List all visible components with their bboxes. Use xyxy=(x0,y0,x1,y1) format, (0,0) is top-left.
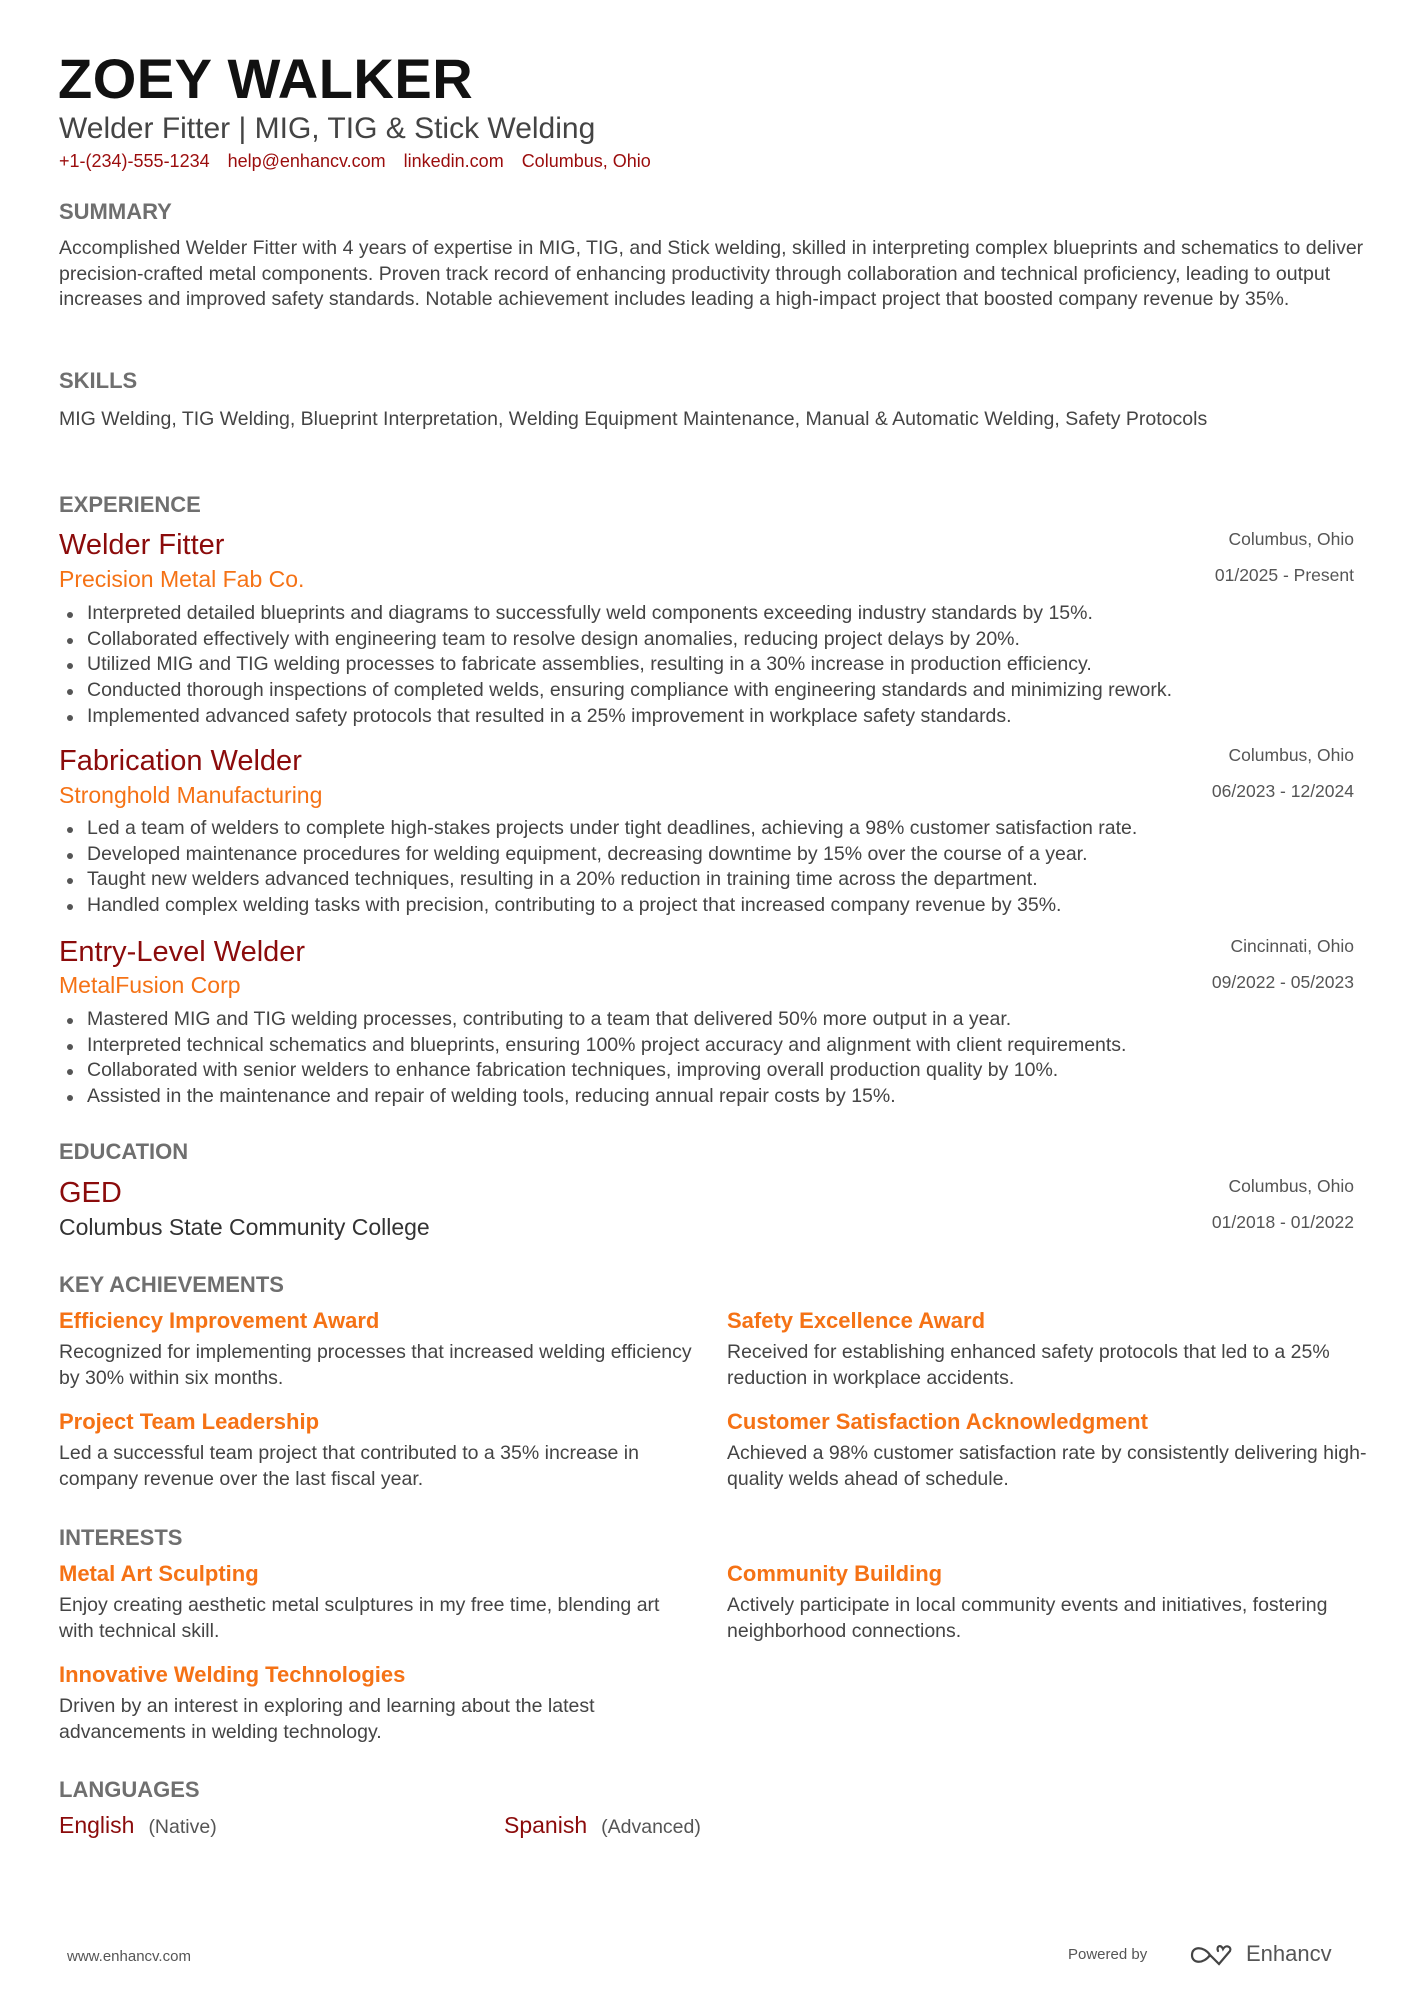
achievement-title: Project Team Leadership xyxy=(59,1409,320,1434)
interest-title: Community Building xyxy=(727,1561,943,1586)
bullet: Assisted in the maintenance and repair of welding tools, reducing annual repair costs by 15%. xyxy=(59,1084,1379,1110)
job-bullets xyxy=(59,1007,1379,1110)
job-bullets xyxy=(59,601,1379,730)
achievement-item xyxy=(727,1308,1367,1391)
language-level: (Native) xyxy=(148,1816,217,1838)
powered-by-text: Powered by xyxy=(1068,1946,1148,1963)
achievement-text: Received for establishing enhanced safety protocols that led to a 25% reduction in workplace accidents. xyxy=(727,1341,1330,1389)
job-dates: 06/2023 - 12/2024 xyxy=(1211,781,1354,801)
achievement-title: Efficiency Improvement Award xyxy=(59,1308,380,1333)
job-company: MetalFusion Corp xyxy=(59,972,241,998)
achievement-item xyxy=(59,1409,699,1492)
job-company: Stronghold Manufacturing xyxy=(59,782,323,808)
bullet: Taught new welders advanced techniques, resulting in a 20% reduction in training time across the department. xyxy=(59,867,1379,893)
languages-heading: LANGUAGES xyxy=(59,1777,200,1802)
job-title: Entry-Level Welder xyxy=(59,936,306,968)
education-location: Columbus, Ohio xyxy=(1228,1176,1354,1196)
bullet: Led a team of welders to complete high-stakes projects under tight deadlines, achieving a 98% customer satisfaction rate. xyxy=(59,816,1379,842)
interest-item xyxy=(727,1561,1367,1644)
candidate-name: ZOEY WALKER xyxy=(58,47,474,110)
job-dates: 01/2025 - Present xyxy=(1214,565,1354,585)
linkedin-link[interactable]: linkedin.com xyxy=(403,151,504,171)
phone-link[interactable]: +1-(234)-555-1234 xyxy=(59,151,210,171)
interests-heading: INTERESTS xyxy=(59,1525,183,1550)
job-title: Welder Fitter xyxy=(59,529,225,561)
bullet: Interpreted detailed blueprints and diagrams to successfully weld components exceeding industry standards by 15%. xyxy=(59,601,1379,627)
job-location: Columbus, Ohio xyxy=(1228,745,1354,765)
achievement-item xyxy=(59,1308,699,1391)
interest-title: Metal Art Sculpting xyxy=(59,1561,259,1586)
enhancv-logo-icon xyxy=(1188,1942,1236,1973)
interest-text: Actively participate in local community events and initiatives, fostering neighborhood connections. xyxy=(727,1594,1328,1642)
language-item xyxy=(504,1812,701,1839)
interest-text: Enjoy creating aesthetic metal sculptures in my free time, blending art with technical skill. xyxy=(59,1594,660,1642)
bullet: Developed maintenance procedures for welding equipment, decreasing downtime by 15% over the course of a year. xyxy=(59,842,1379,868)
achievement-text: Achieved a 98% customer satisfaction rate by consistently delivering high-quality welds ahead of schedule. xyxy=(727,1442,1367,1490)
email-link[interactable]: help@enhancv.com xyxy=(227,151,386,171)
skills-text: MIG Welding, TIG Welding, Blueprint Interpretation, Welding Equipment Maintenance, Manual & Automatic Welding, Safety Protocols xyxy=(59,408,1208,430)
interest-title: Innovative Welding Technologies xyxy=(59,1662,406,1687)
bullet: Conducted thorough inspections of completed welds, ensuring compliance with engineering standards and minimizing rework. xyxy=(59,678,1379,704)
achievement-text: Recognized for implementing processes that increased welding efficiency by 30% within six months. xyxy=(59,1341,692,1389)
enhancv-brand: Enhancv xyxy=(1246,1941,1332,1966)
job-company: Precision Metal Fab Co. xyxy=(59,566,305,592)
bullet: Interpreted technical schematics and blueprints, ensuring 100% project accuracy and alignment with client requirements. xyxy=(59,1033,1379,1059)
bullet: Collaborated with senior welders to enhance fabrication techniques, improving overall production quality by 10%. xyxy=(59,1058,1379,1084)
summary-text: Accomplished Welder Fitter with 4 years of expertise in MIG, TIG, and Stick welding, skilled in interpreting complex blueprints and schematics to deliver precision-crafted metal components. Proven track record of enhancing productivity through collaboration and technical proficiency, leading to output increases and improved safety standards. Notable achievement includes leading a high-impact project that boosted company revenue by 35%. xyxy=(59,237,1364,311)
degree: GED xyxy=(59,1177,122,1209)
achievement-text: Led a successful team project that contributed to a 35% increase in company revenue over the last fiscal year. xyxy=(59,1442,639,1490)
bullet: Handled complex welding tasks with precision, contributing to a project that increased company revenue by 35%. xyxy=(59,893,1379,919)
education-heading: EDUCATION xyxy=(59,1139,189,1164)
achievements-heading: KEY ACHIEVEMENTS xyxy=(59,1272,284,1297)
bullet: Utilized MIG and TIG welding processes to fabricate assemblies, resulting in a 30% increase in production efficiency. xyxy=(59,652,1379,678)
bullet: Mastered MIG and TIG welding processes, contributing to a team that delivered 50% more output in a year. xyxy=(59,1007,1379,1033)
summary-heading: SUMMARY xyxy=(59,199,172,224)
interest-item xyxy=(59,1561,699,1644)
interest-text: Driven by an interest in exploring and learning about the latest advancements in welding technology. xyxy=(59,1695,595,1743)
bullet: Collaborated effectively with engineering team to resolve design anomalies, reducing project delays by 20%. xyxy=(59,627,1379,653)
candidate-title: Welder Fitter | MIG, TIG & Stick Welding xyxy=(59,112,596,145)
skills-heading: SKILLS xyxy=(59,368,138,393)
footer-website[interactable]: www.enhancv.com xyxy=(67,1948,191,1965)
education-dates: 01/2018 - 01/2022 xyxy=(1211,1212,1354,1232)
job-dates: 09/2022 - 05/2023 xyxy=(1211,972,1354,992)
job-title: Fabrication Welder xyxy=(59,745,302,777)
experience-heading: EXPERIENCE xyxy=(59,492,201,517)
job-location: Columbus, Ohio xyxy=(1228,529,1354,549)
language-name: English xyxy=(59,1812,135,1838)
job-bullets xyxy=(59,816,1379,919)
bullet: Implemented advanced safety protocols that resulted in a 25% improvement in workplace safety standards. xyxy=(59,704,1379,730)
contact-bar xyxy=(59,151,651,172)
achievement-title: Customer Satisfaction Acknowledgment xyxy=(727,1409,1148,1434)
achievement-item xyxy=(727,1409,1367,1492)
school: Columbus State Community College xyxy=(59,1214,430,1240)
interest-item xyxy=(59,1662,699,1745)
job-location: Cincinnati, Ohio xyxy=(1230,936,1354,956)
location-text: Columbus, Ohio xyxy=(521,151,651,171)
achievement-title: Safety Excellence Award xyxy=(727,1308,986,1333)
language-name: Spanish xyxy=(504,1812,588,1838)
language-item xyxy=(59,1812,217,1839)
language-level: (Advanced) xyxy=(601,1816,701,1838)
